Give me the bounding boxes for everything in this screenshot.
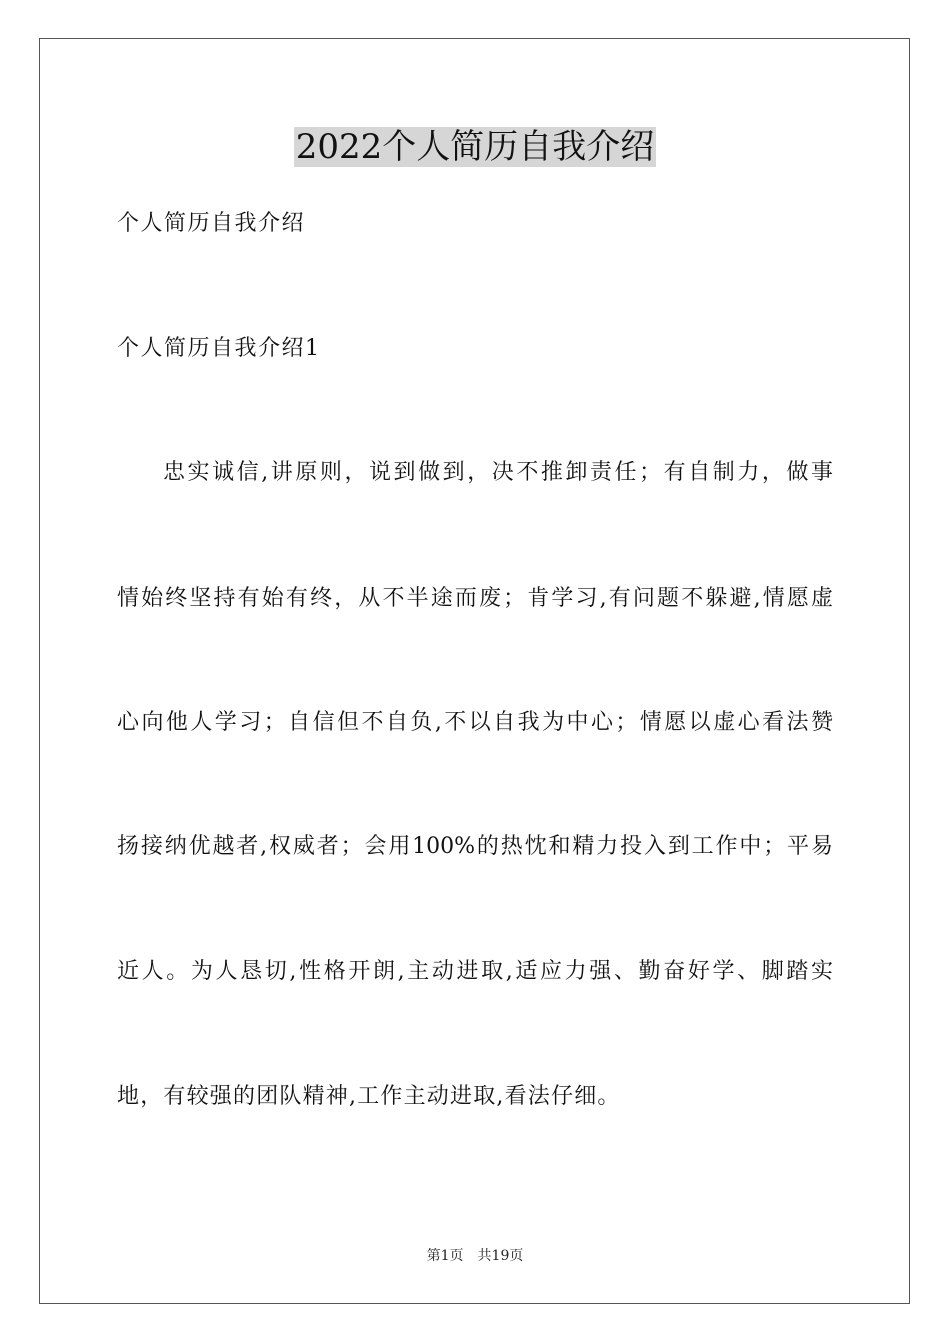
paragraph-line: 情始终坚持有始有终，从不半途而废；肯学习,有问题不躲避,情愿虚 <box>117 586 833 611</box>
page-number: 第1页 <box>426 1248 464 1264</box>
page-total: 共19页 <box>477 1248 524 1264</box>
document-subtitle: 个人简历自我介绍 <box>117 211 306 236</box>
page-footer <box>0 1246 950 1266</box>
paragraph-line: 近人。为人恳切,性格开朗,主动进取,适应力强、勤奋好学、脚踏实 <box>117 959 833 984</box>
paragraph-line: 心向他人学习；自信但不自负,不以自我为中心；情愿以虚心看法赞 <box>117 710 833 735</box>
document-title-text: 2022个人简历自我介绍 <box>295 127 655 167</box>
paragraph-line: 扬接纳优越者,权威者；会用100%的热忱和精力投入到工作中；平易 <box>117 834 833 859</box>
paragraph-line: 地，有较强的团队精神,工作主动进取,看法仔细。 <box>117 1084 621 1109</box>
document-title <box>0 122 950 172</box>
paragraph-line: 忠实诚信,讲原则，说到做到，决不推卸责任；有自制力，做事 <box>163 460 833 485</box>
section-heading: 个人简历自我介绍1 <box>117 336 321 361</box>
